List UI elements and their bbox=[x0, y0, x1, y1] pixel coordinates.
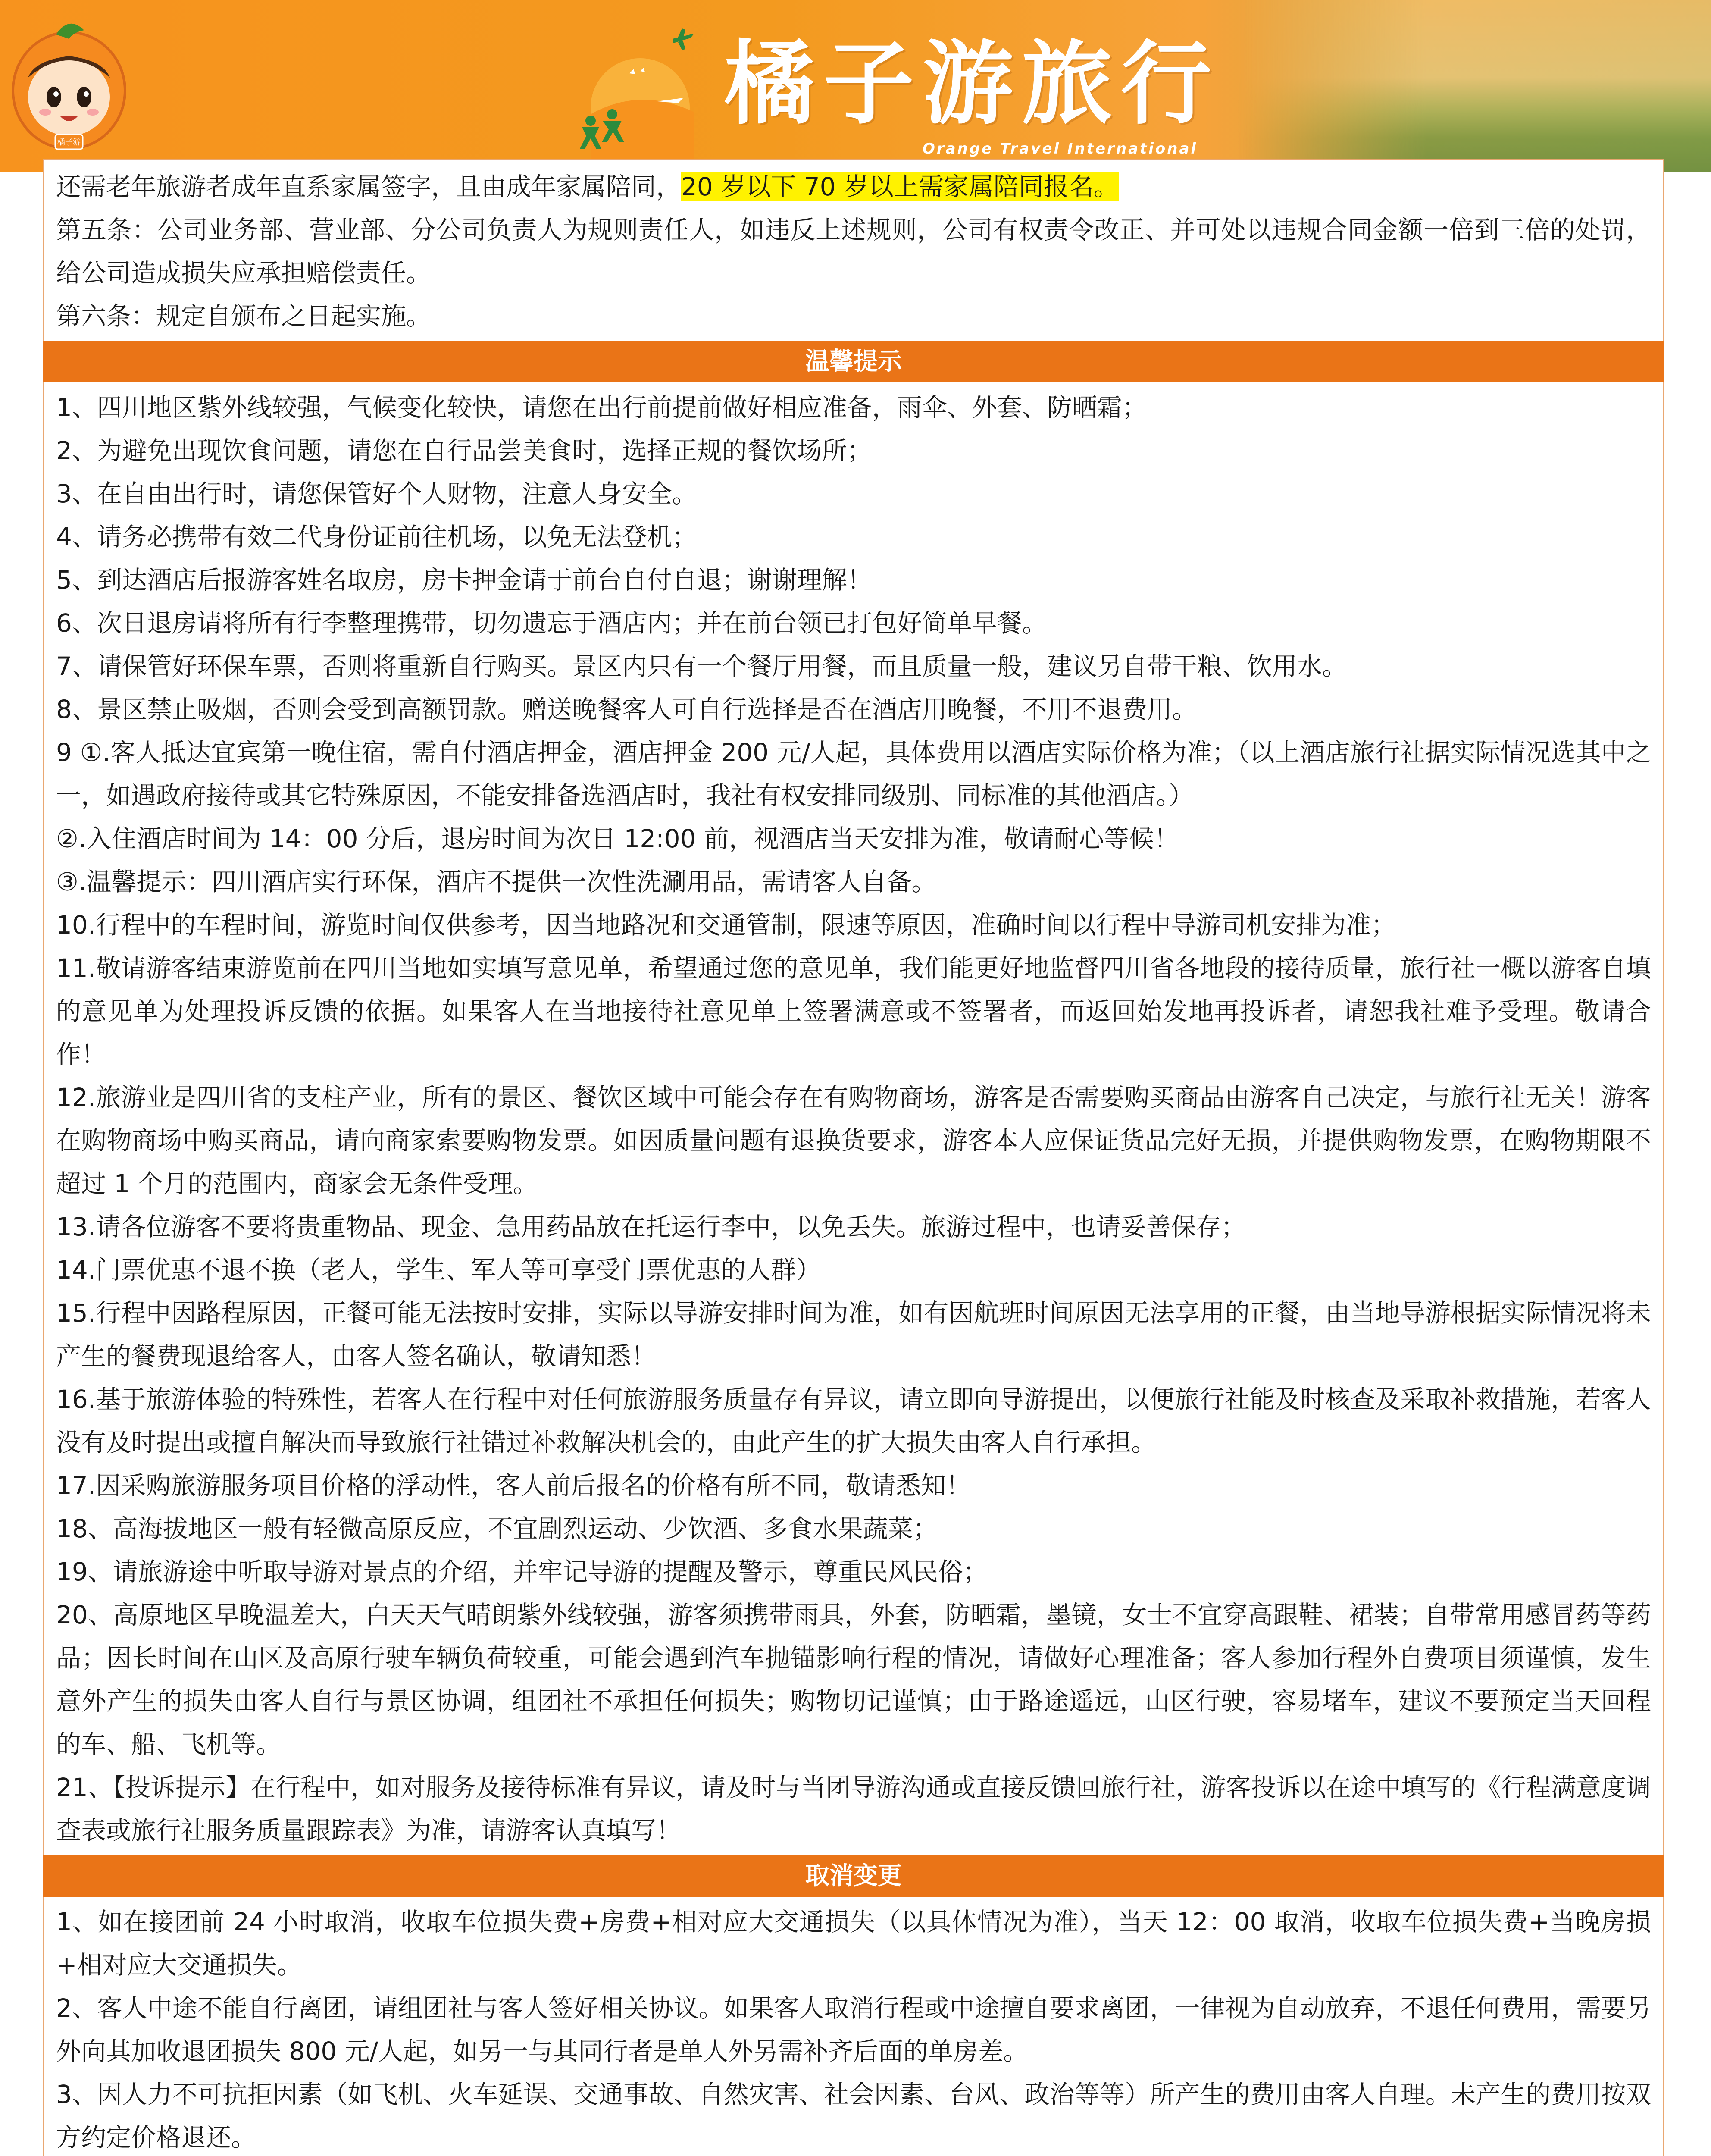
cancel-item: 2、客人中途不能自行离团，请组团社与客人签好相关协议。如果客人取消行程或中途擅自要求离团，一律视为自动放弃，不退任何费用，需要另外向其加收退团损失 800 元/人起，如另一与其同行者是单人外另需补齐后面的单房差。 bbox=[56, 1993, 1651, 2066]
cancel-item: 1、如在接团前 24 小时取消，收取车位损失费+房费+相对应大交通损失（以具体情况为准），当天 12：00 取消，收取车位损失费+当晚房损+相对应大交通损失。 bbox=[56, 1907, 1651, 1980]
tip-item: 10.行程中的车程时间，游览时间仅供参考，因当地路况和交通管制，限速等原因，准确时间以行程中导游司机安排为准； bbox=[56, 910, 1396, 940]
tip-item: 11.敬请游客结束游览前在四川当地如实填写意见单，希望通过您的意见单，我们能更好地监督四川省各地段的接待质量，旅行社一概以游客自填的意见单为处理投诉反馈的依据。如果客人在当地接待社意见单上签署满意或不签署者，而返回始发地再投诉者，请恕我社难予受理。敬请合作！ bbox=[56, 953, 1651, 1069]
tip-item: 12.旅游业是四川省的支柱产业，所有的景区、餐饮区域中可能会存在有购物商场，游客是否需要购买商品由游客自己决定，与旅行社无关！游客在购物商场中购买商品，请向商家索要购物发票。如因质量问题有退换货要求，游客本人应保证货品完好无损，并提供购物发票，在购物期限不超过 1 个月的范围内，商家会无条件受理。 bbox=[56, 1083, 1651, 1198]
tip-item: 9 ①.客人抵达宜宾第一晚住宿，需自付酒店押金，酒店押金 200 元/人起，具体费用以酒店实际价格为准；（以上酒店旅行社据实际情况选其中之一，如遇政府接待或其它特殊原因，不能安排备选酒店时，我社有权安排同级别、同标准的其他酒店。） bbox=[56, 738, 1651, 810]
tip-item: 7、请保管好环保车票，否则将重新自行购买。景区内只有一个餐厅用餐，而且质量一般，建议另自带干粮、饮用水。 bbox=[56, 652, 1347, 681]
tip-item: 17.因采购旅游服务项目价格的浮动性，客人前后报名的价格有所不同，敬请悉知！ bbox=[56, 1471, 971, 1500]
orange-mascot-icon bbox=[4, 13, 134, 160]
sun-plane-logo-icon bbox=[565, 22, 707, 160]
tip-item: 3、在自由出行时，请您保管好个人财物，注意人身安全。 bbox=[56, 479, 697, 508]
brand-subtitle: Orange Travel International bbox=[923, 140, 1198, 157]
mascot-badge-text: 橘子游 bbox=[57, 138, 81, 147]
tip-item: 21、【投诉提示】在行程中，如对服务及接待标准有异议，请及时与当团导游沟通或直接反馈回旅行社，游客投诉以在途中填写的《行程满意度调查表或旅行社服务质量跟踪表》为准，请游客认真填写！ bbox=[56, 1773, 1651, 1845]
cancel-section-header: 取消变更 bbox=[43, 1855, 1664, 1897]
tip-item: 15.行程中因路程原因，正餐可能无法按时安排，实际以导游安排时间为准，如有因航班时间原因无法享用的正餐，由当地导游根据实际情况将未产生的餐费现退给客人，由客人签名确认，敬请知悉！ bbox=[56, 1298, 1651, 1371]
landscape-image bbox=[1237, 0, 1711, 172]
header-banner bbox=[0, 0, 1711, 172]
tip-item: 13.请各位游客不要将贵重物品、现金、急用药品放在托运行李中，以免丢失。旅游过程中，也请妥善保存； bbox=[56, 1212, 1246, 1241]
tip-item: 4、请务必携带有效二代身份证前往机场，以免无法登机； bbox=[56, 522, 697, 552]
tip-item: 6、次日退房请将所有行李整理携带，切勿遗忘于酒店内；并在前台领已打包好简单早餐。 bbox=[56, 608, 1047, 638]
tip-item: 8、景区禁止吸烟，否则会受到高额罚款。赠送晚餐客人可自行选择是否在酒店用晚餐，不用不退费用。 bbox=[56, 695, 1197, 724]
intro-text: 还需老年旅游者成年直系家属签字，且由成年家属陪同， bbox=[56, 172, 682, 201]
cancel-item: 3、因人力不可抗拒因素（如飞机、火车延误、交通事故、自然灾害、社会因素、台风、政治等等）所产生的费用由客人自理。未产生的费用按双方约定价格退还。 bbox=[56, 2080, 1651, 2152]
tip-item: 5、到达酒店后报游客姓名取房，房卡押金请于前台自付自退；谢谢理解！ bbox=[56, 565, 872, 595]
tip-item: 18、高海拔地区一般有轻微高原反应，不宜剧烈运动、少饮酒、多食水果蔬菜； bbox=[56, 1514, 938, 1543]
document-body bbox=[56, 165, 1651, 2156]
tip-item: 19、请旅游途中听取导游对景点的介绍，并牢记导游的提醒及警示，尊重民风民俗； bbox=[56, 1557, 988, 1586]
intro-line bbox=[56, 165, 1651, 208]
article-5: 第五条：公司业务部、营业部、分公司负责人为规则责任人，如违反上述规则，公司有权责令改正、并可处以违规合同金额一倍到三倍的处罚，给公司造成损失应承担赔偿责任。 bbox=[56, 215, 1651, 288]
article-6: 第六条：规定自颁布之日起实施。 bbox=[56, 301, 432, 331]
tips-section-header: 温馨提示 bbox=[43, 341, 1664, 382]
tip-item: 20、高原地区早晚温差大，白天天气晴朗紫外线较强，游客须携带雨具，外套，防晒霜，墨镜，女士不宜穿高跟鞋、裙装；自带常用感冒药等药品；因长时间在山区及高原行驶车辆负荷较重，可能会遇到汽车抛锚影响行程的情况，请做好心理准备；客人参加行程外自费项目须谨慎，发生意外产生的损失由客人自行与景区协调，组团社不承担任何损失；购物切记谨慎；由于路途遥远，山区行驶，容易堵车，建议不要预定当天回程的车、船、飞机等。 bbox=[56, 1600, 1651, 1759]
tip-item: 1、四川地区紫外线较强，气候变化较快，请您在出行前提前做好相应准备，雨伞、外套、防晒霜； bbox=[56, 393, 1147, 422]
brand-title: 橘子游旅行 bbox=[724, 31, 1220, 137]
highlight-text: 20 岁以下 70 岁以上需家属陪同报名。 bbox=[681, 172, 1119, 201]
tip-item: 2、为避免出现饮食问题，请您在自行品尝美食时，选择正规的餐饮场所； bbox=[56, 436, 872, 465]
tip-item: 16.基于旅游体验的特殊性，若客人在行程中对任何旅游服务质量存有异议，请立即向导游提出，以便旅行社能及时核查及采取补救措施，若客人没有及时提出或擅自解决而导致旅行社错过补救解决机会的，由此产生的扩大损失由客人自行承担。 bbox=[56, 1385, 1651, 1457]
tip-item: ②.入住酒店时间为 14：00 分后，退房时间为次日 12:00 前，视酒店当天安排为准，敬请耐心等候！ bbox=[56, 824, 1179, 853]
tip-item: 14.门票优惠不退不换（老人，学生、军人等可享受门票优惠的人群） bbox=[56, 1255, 821, 1285]
tip-item: ③.温馨提示：四川酒店实行环保，酒店不提供一次性洗涮用品，需请客人自备。 bbox=[56, 867, 937, 896]
